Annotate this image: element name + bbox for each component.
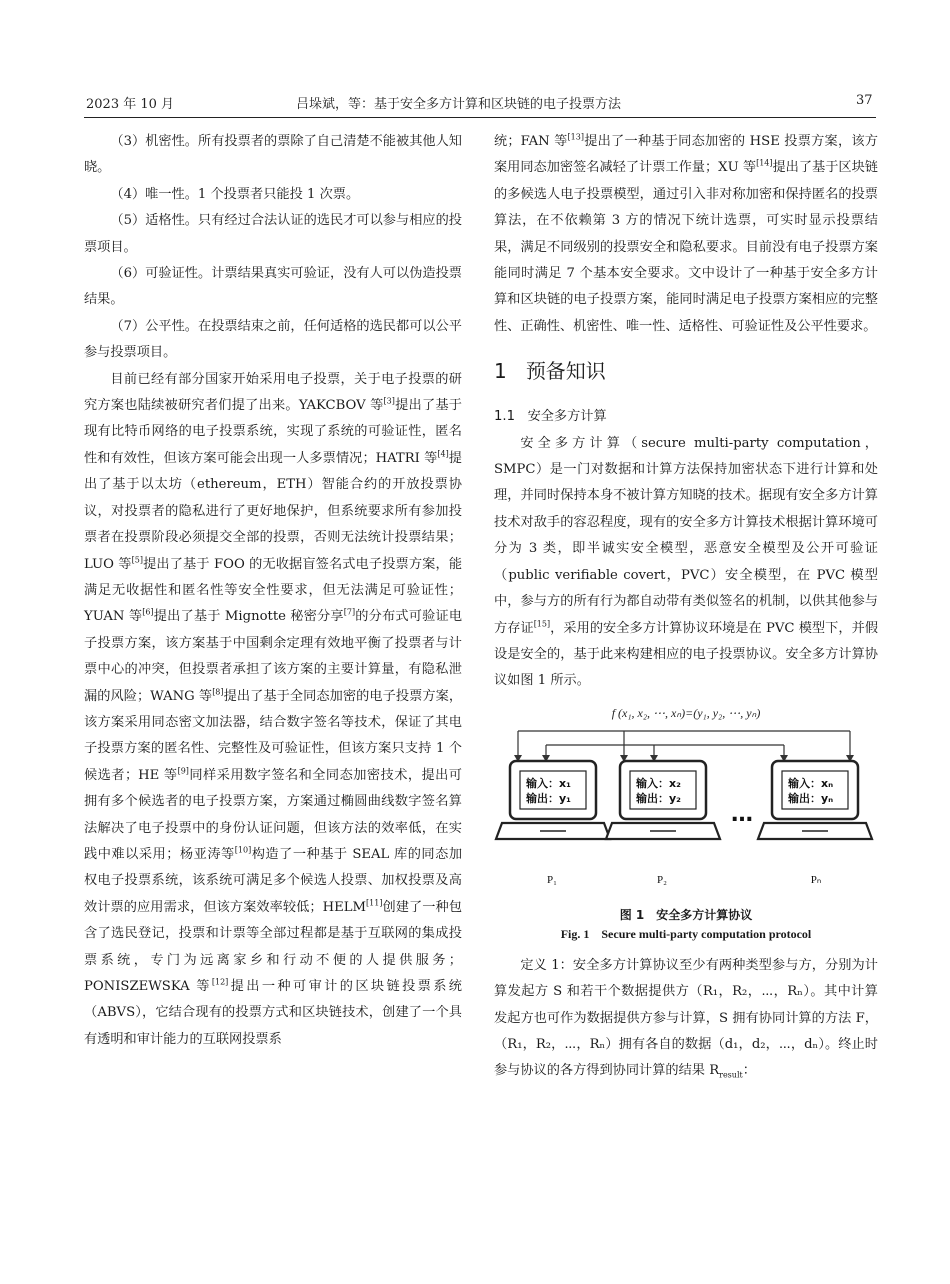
citation: [11] bbox=[366, 898, 383, 908]
section-heading: 1 预备知识 bbox=[494, 359, 606, 384]
citation: [3] bbox=[383, 396, 395, 406]
right-column bbox=[494, 129, 878, 1089]
figure-caption-cn: 图 1 安全多方计算协议 bbox=[619, 907, 753, 922]
header-title: 吕垛斌，等：基于安全多方计算和区块链的电子投票方法 bbox=[296, 97, 622, 112]
citation: [7] bbox=[343, 607, 356, 617]
laptop-pn-input: 输入：xₙ bbox=[788, 776, 834, 790]
figure-formula: f (x₁, x₂, ⋯, xₙ)=(y₁, y₂, ⋯, yₙ) bbox=[611, 705, 761, 720]
laptop-pn-output: 输出：yₙ bbox=[788, 791, 834, 805]
laptop-p1-input: 输入：x₁ bbox=[526, 776, 571, 790]
subsection-heading: 1.1 安全多方计算 bbox=[494, 409, 607, 425]
citation: [10] bbox=[234, 845, 252, 855]
paragraph-eligibility: （5）适格性。只有经过合法认证的选民才可以参与相应的投票项目。 bbox=[84, 213, 462, 255]
page-number: 37 bbox=[856, 93, 873, 108]
laptop-p2-input: 输入：x₂ bbox=[636, 776, 681, 790]
paragraph-confidentiality: （3）机密性。所有投票者的票除了自己清楚不能被其他人知晓。 bbox=[84, 134, 462, 176]
paragraph-smpc: 安全多方计算（secure multi-party computation，SMPC）是一门对数据和计算方法保持加密状态下进行计算和处理，并同时保持本身不被计算方知晓的技术。据现有安全多方计算技术对敌手的容忍程度，现有的安全多方计算技术根据计算环境可分为 3 类，即半诚实安全模型，恶意安全模型及公开可验证（public verifiable covert，PVC）安全模型，在 PVC 模型中，参与方的所有行为都自动带有类似签名的机制，以供其他参与方存证[15]，采用的安全多方计算协议环境是在 PVC 模型下，并假设是安全的，基于此来构建相应的电子投票协议。安全多方计算协议如图 1 所示。 bbox=[494, 435, 879, 689]
figure-smpc-protocol bbox=[494, 701, 878, 901]
figure-caption-en: Fig. 1 Secure multi-party computation protocol bbox=[560, 926, 812, 941]
header-rule bbox=[84, 117, 876, 118]
laptop-p1-output: 输出：y₁ bbox=[526, 791, 571, 805]
citation: [14] bbox=[756, 159, 773, 169]
laptop-p2-label: P₂ bbox=[657, 873, 667, 886]
citation: [13] bbox=[567, 132, 584, 142]
citation: [12] bbox=[211, 977, 229, 987]
citation: [5] bbox=[131, 555, 143, 565]
paragraph-fairness: （7）公平性。在投票结束之前，任何适格的选民都可以公平参与投票项目。 bbox=[84, 318, 462, 361]
laptop-pn-label: Pₙ bbox=[810, 873, 822, 886]
ellipsis: … bbox=[731, 801, 753, 827]
laptop-p1-label: P₁ bbox=[547, 873, 557, 886]
citation: [9] bbox=[177, 766, 189, 776]
laptop-p2-output: 输出：y₂ bbox=[636, 791, 681, 805]
citation: [15] bbox=[533, 619, 551, 629]
left-column bbox=[84, 129, 462, 1053]
subscript: result bbox=[719, 1070, 743, 1080]
citation: [8] bbox=[212, 687, 224, 697]
paragraph-related-work-cont: 统；FAN 等[13]提出了一种基于同态加密的 HSE 投票方案，该方案用同态加密签名减轻了计票工作量；XU 等[14]提出了基于区块链的多候选人电子投票模型，通过引入非对称加密和保持匿名的投票算法，在不依赖第 3 方的情况下统计选票，可实时显示投票结果，满足不同级别的投票安全和隐私要求。目前没有电子投票方案能同时满足 7 个基本安全要求。文中设计了一种基于安全多方计算和区块链的电子投票方案，能同时满足电子投票方案相应的完整性、正确性、机密性、唯一性、适格性、可验证性及公平性要求。 bbox=[494, 132, 878, 334]
paragraph-uniqueness: （4）唯一性。1 个投票者只能投 1 次票。 bbox=[110, 186, 360, 202]
paragraph-definition-1: 定义 1：安全多方计算协议至少有两种类型参与方，分别为计算发起方 S 和若干个数据提供方（R₁，R₂，⋯，Rₙ）。其中计算发起方也可作为数据提供方参与计算，S 拥有协同计算的方法 F，（R₁，R₂，⋯，Rₙ）拥有各自的数据（d₁，d₂，⋯，dₙ）。终止时参与协议的各方得到协同计算的结果 $R_{result}$： bbox=[494, 957, 878, 1080]
citation: [4] bbox=[437, 449, 449, 459]
citation: [6] bbox=[142, 607, 154, 617]
paragraph-verifiability: （6）可验证性。计票结果真实可验证，没有人可以伪造投票结果。 bbox=[84, 266, 462, 308]
figure-diagram bbox=[494, 701, 878, 901]
paragraph-related-work: 目前已经有部分国家开始采用电子投票，关于电子投票的研究方案也陆续被研究者们提了出来。YAKCBOV 等[3]提出了基于现有比特币网络的电子投票系统，实现了系统的可验证性，匿名性和有效性，但该方案可能会出现一人多票情况；HATRI 等[4]提出了基于以太坊（ethereum，ETH）智能合约的开放投票协议，对投票者的隐私进行了更好地保护，但系统要求所有参加投票者在投票阶段必须提交全部的投票，否则无法统计投票结果；LUO 等[5]提出了基于 FOO 的无收据盲签名式电子投票方案，能满足无收据性和匿名性等安全性要求，但无法满足可验证性；YUAN 等[6]提出了基于 Mignotte 秘密分享[7]的分布式可验证电子投票方案，该方案基于中国剩余定理有效地平衡了投票者与计票中心的冲突，但投票者承担了该方案的主要计算量，有隐私泄漏的风险；WANG 等[8]提出了基于全同态加密的电子投票方案，该方案采用同态密文加法器，结合数字签名等技术，保证了其电子投票方案的匿名性、完整性及可验证性，但该方案只支持 1 个候选者；HE 等[9]同样采用数字签名和全同态加密技术，提出可拥有多个候选者的电子投票方案，方案通过椭圆曲线数字签名算法解决了电子投票中的身份认证问题，但该方法的效率低，在实践中难以采用；杨亚涛等[10]构造了一种基于 SEAL 库的同态加权电子投票系统，该系统可满足多个候选人投票、加权投票及高效计票的应用需求，但该方案效率较低；HELM[11]创建了一种包含了选民登记，投票和计票等全部过程都是基于互联网的集成投票系统，专门为远离家乡和行动不便的人提供服务；PONISZEWSKA 等[12]提出一种可审计的区块链投票系统（ABVS），它结合现有的投票方式和区块链技术，创建了一个具有透明和审计能力的互联网投票系 bbox=[84, 371, 463, 1047]
header-date: 2023 年 10 月 bbox=[86, 97, 175, 112]
